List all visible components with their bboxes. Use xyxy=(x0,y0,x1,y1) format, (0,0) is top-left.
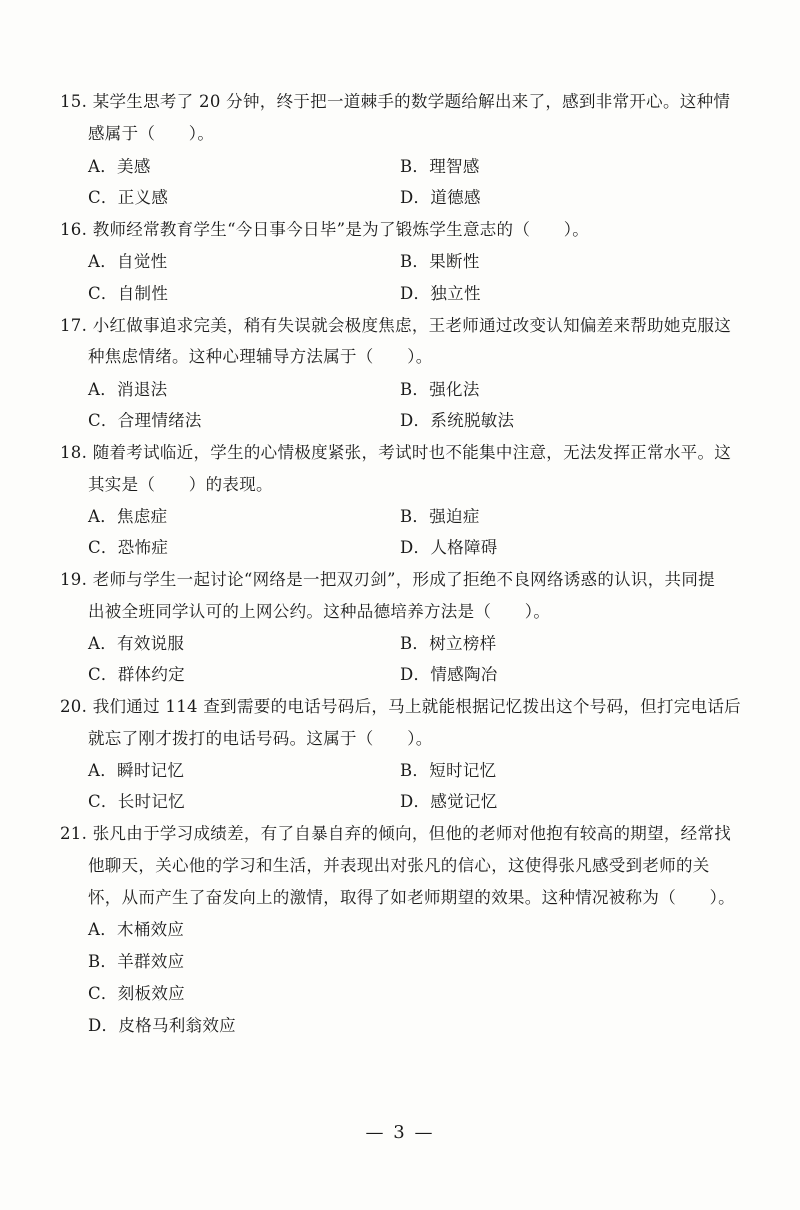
question-17-text-1: 小红做事追求完美，稍有失误就会极度焦虑，王老师通过改变认知偏差来帮助她克服这 xyxy=(92,316,732,335)
question-17-option-c[interactable]: C．合理情绪法 xyxy=(88,411,202,430)
question-21-option-a[interactable]: A．木桶效应 xyxy=(88,920,185,939)
question-16-option-d[interactable]: D．独立性 xyxy=(400,284,481,303)
question-19-text-2: 出被全班同学认可的上网公约。这种品德培养方法是（ ）。 xyxy=(88,602,551,621)
question-20-line-1 xyxy=(60,697,741,717)
question-21-text-3: 怀，从而产生了奋发向上的激情，取得了如老师期望的效果。这种情况被称为（ ）。 xyxy=(88,888,735,907)
question-15-text-1: 某学生思考了 20 分钟，终于把一道棘手的数学题给解出来了，感到非常开心。这种情 xyxy=(92,92,731,111)
question-21-option-d[interactable]: D．皮格马利翁效应 xyxy=(88,1016,236,1035)
question-16-text-1: 教师经常教育学生“今日事今日毕”是为了锻炼学生意志的（ ）。 xyxy=(92,220,590,239)
question-17-number: 17. xyxy=(60,316,88,335)
question-15-text-2: 感属于（ ）。 xyxy=(88,124,215,143)
question-15-option-b[interactable]: B．理智感 xyxy=(400,157,480,176)
question-20-option-b[interactable]: B．短时记忆 xyxy=(400,761,497,780)
question-15-option-a[interactable]: A．美感 xyxy=(88,157,151,176)
question-15-number: 15. xyxy=(60,92,88,111)
question-21-text-2: 他聊天，关心他的学习和生活，并表现出对张凡的信心，这使得张凡感受到老师的关 xyxy=(88,856,710,875)
question-16-option-a[interactable]: A．自觉性 xyxy=(88,252,168,271)
question-21-option-c[interactable]: C．刻板效应 xyxy=(88,984,185,1003)
question-18-text-1: 随着考试临近，学生的心情极度紧张，考试时也不能集中注意，无法发挥正常水平。这 xyxy=(92,443,732,462)
question-20-option-c[interactable]: C．长时记忆 xyxy=(88,792,185,811)
question-17-option-a[interactable]: A．消退法 xyxy=(88,380,168,399)
question-19-option-a[interactable]: A．有效说服 xyxy=(88,634,185,653)
question-17-text-2: 种焦虑情绪。这种心理辅导方法属于（ ）。 xyxy=(88,347,433,366)
question-19-option-d[interactable]: D．情感陶冶 xyxy=(400,665,498,684)
question-15-option-d[interactable]: D．道德感 xyxy=(400,188,481,207)
question-17-line-1 xyxy=(60,316,731,336)
page-number: — 3 — xyxy=(365,1122,435,1143)
question-20-number: 20. xyxy=(60,697,88,716)
question-16-line-1 xyxy=(60,220,589,240)
question-18-text-2: 其实是（ ）的表现。 xyxy=(88,475,273,494)
question-17-option-b[interactable]: B．强化法 xyxy=(400,380,480,399)
question-21-line-1 xyxy=(60,824,731,844)
question-19-text-1: 老师与学生一起讨论“网络是一把双刃剑”，形成了拒绝不良网络诱惑的认识，共同提 xyxy=(92,570,715,589)
question-21-option-b[interactable]: B．羊群效应 xyxy=(88,952,185,971)
question-17-option-d[interactable]: D．系统脱敏法 xyxy=(400,411,515,430)
question-19-number: 19. xyxy=(60,570,88,589)
question-15-line-1 xyxy=(60,92,730,112)
question-20-text-2: 就忘了刚才拨打的电话号码。这属于（ ）。 xyxy=(88,729,433,748)
question-18-line-1 xyxy=(60,443,731,463)
question-16-option-b[interactable]: B．果断性 xyxy=(400,252,480,271)
question-18-option-c[interactable]: C．恐怖症 xyxy=(88,538,169,557)
question-19-option-c[interactable]: C．群体约定 xyxy=(88,665,185,684)
question-18-option-d[interactable]: D．人格障碍 xyxy=(400,538,498,557)
question-18-option-a[interactable]: A．焦虑症 xyxy=(88,507,168,526)
question-20-text-1: 我们通过 114 查到需要的电话号码后，马上就能根据记忆拨出这个号码，但打完电话后 xyxy=(92,697,741,716)
question-16-number: 16. xyxy=(60,220,88,239)
question-19-option-b[interactable]: B．树立榜样 xyxy=(400,634,497,653)
question-16-option-c[interactable]: C．自制性 xyxy=(88,284,169,303)
question-21-text-1: 张凡由于学习成绩差，有了自暴自弃的倾向，但他的老师对他抱有较高的期望，经常找 xyxy=(92,824,732,843)
question-19-line-1 xyxy=(60,570,715,590)
question-21-number: 21. xyxy=(60,824,88,843)
question-18-number: 18. xyxy=(60,443,88,462)
question-18-option-b[interactable]: B．强迫症 xyxy=(400,507,480,526)
question-20-option-d[interactable]: D．感觉记忆 xyxy=(400,792,498,811)
question-15-option-c[interactable]: C．正义感 xyxy=(88,188,169,207)
question-20-option-a[interactable]: A．瞬时记忆 xyxy=(88,761,185,780)
